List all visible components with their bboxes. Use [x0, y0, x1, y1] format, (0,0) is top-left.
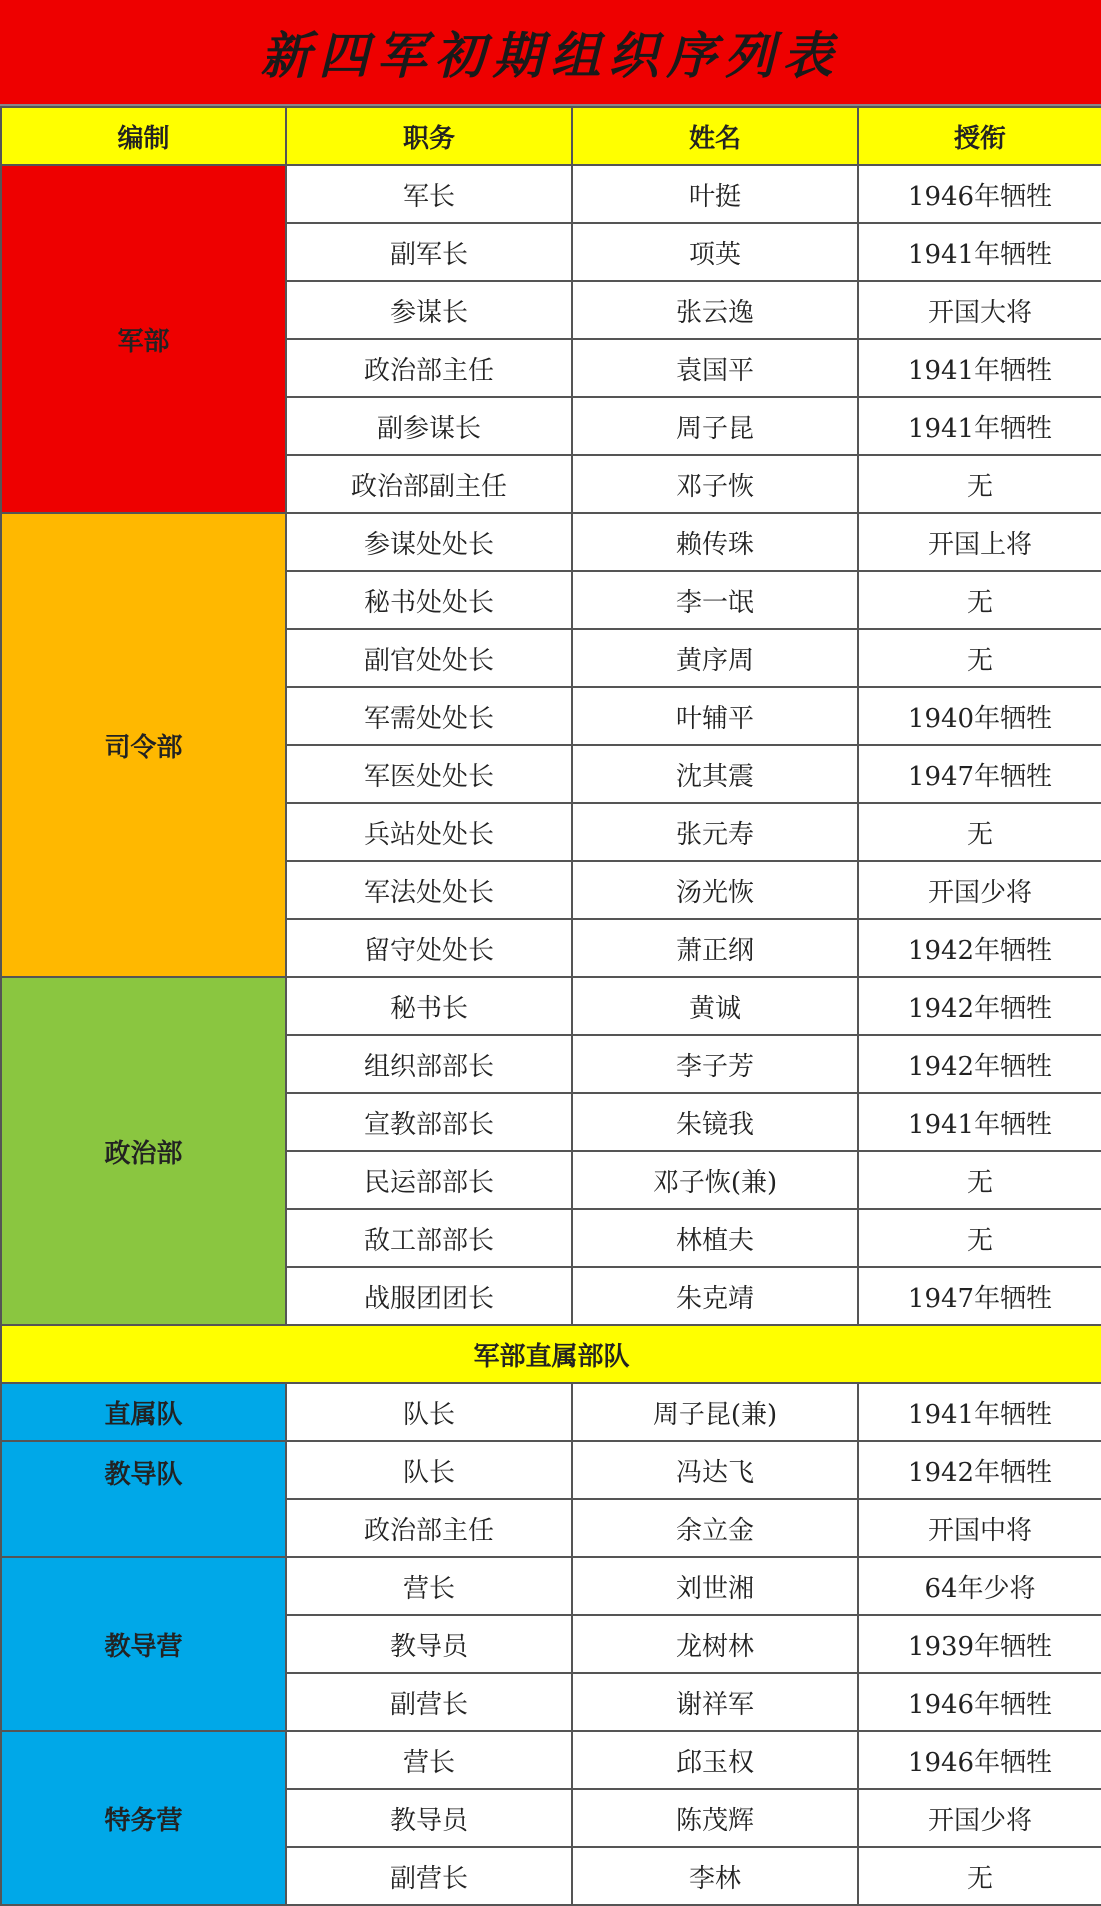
role-cell: 秘书长 [286, 977, 572, 1035]
table-row [1, 513, 1101, 571]
name-cell: 林植夫 [572, 1209, 858, 1267]
unit-silingbu: 司令部 [1, 513, 286, 977]
role-cell: 副营长 [286, 1847, 572, 1905]
rank-cell: 无 [858, 571, 1101, 629]
role-cell: 副官处处长 [286, 629, 572, 687]
header-unit: 编制 [1, 107, 286, 165]
rank-cell: 1946年牺牲 [858, 165, 1101, 223]
name-cell: 袁国平 [572, 339, 858, 397]
rank-cell: 开国大将 [858, 281, 1101, 339]
role-cell: 队长 [286, 1441, 572, 1499]
role-cell: 队长 [286, 1383, 572, 1441]
header-rank: 授衔 [858, 107, 1101, 165]
rank-cell: 1942年牺牲 [858, 1035, 1101, 1093]
role-cell: 副军长 [286, 223, 572, 281]
rank-cell: 1947年牺牲 [858, 1267, 1101, 1325]
name-cell: 朱镜我 [572, 1093, 858, 1151]
rank-cell: 无 [858, 1151, 1101, 1209]
role-cell: 兵站处处长 [286, 803, 572, 861]
unit-junbu: 军部 [1, 165, 286, 513]
title-banner [0, 0, 1101, 106]
name-cell: 邱玉权 [572, 1731, 858, 1789]
name-cell: 叶挺 [572, 165, 858, 223]
org-table [0, 106, 1101, 1906]
name-cell: 项英 [572, 223, 858, 281]
table-header-row [1, 107, 1101, 165]
name-cell: 李一氓 [572, 571, 858, 629]
name-cell: 叶辅平 [572, 687, 858, 745]
role-cell: 副营长 [286, 1673, 572, 1731]
role-cell: 敌工部部长 [286, 1209, 572, 1267]
rank-cell: 1941年牺牲 [858, 397, 1101, 455]
rank-cell: 开国中将 [858, 1499, 1101, 1557]
unit-jiaodaodui [1, 1441, 286, 1557]
unit-jiaodaodui-label: 教导队 [104, 1459, 183, 1490]
name-cell: 萧正纲 [572, 919, 858, 977]
section-label: 军部直属部队 [1, 1325, 1101, 1383]
table-row [1, 1731, 1101, 1789]
name-cell: 刘世湘 [572, 1557, 858, 1615]
rank-cell: 开国少将 [858, 1789, 1101, 1847]
name-cell: 朱克靖 [572, 1267, 858, 1325]
role-cell: 营长 [286, 1557, 572, 1615]
table-row [1, 1441, 1101, 1499]
role-cell: 政治部主任 [286, 339, 572, 397]
rank-cell: 开国少将 [858, 861, 1101, 919]
rank-cell: 1941年牺牲 [858, 1093, 1101, 1151]
rank-cell: 1941年牺牲 [858, 223, 1101, 281]
role-cell: 参谋处处长 [286, 513, 572, 571]
unit-zhengzhibu: 政治部 [1, 977, 286, 1325]
unit-tewuying: 特务营 [1, 1731, 286, 1905]
role-cell: 留守处处长 [286, 919, 572, 977]
role-cell: 战服团团长 [286, 1267, 572, 1325]
header-name: 姓名 [572, 107, 858, 165]
name-cell: 李子芳 [572, 1035, 858, 1093]
role-cell: 营长 [286, 1731, 572, 1789]
rank-cell: 1942年牺牲 [858, 1441, 1101, 1499]
role-cell: 政治部主任 [286, 1499, 572, 1557]
name-cell: 谢祥军 [572, 1673, 858, 1731]
rank-cell: 1947年牺牲 [858, 745, 1101, 803]
name-cell: 周子昆(兼) [572, 1383, 858, 1441]
role-cell: 教导员 [286, 1789, 572, 1847]
rank-cell: 1942年牺牲 [858, 919, 1101, 977]
rank-cell: 无 [858, 629, 1101, 687]
name-cell: 邓子恢(兼) [572, 1151, 858, 1209]
rank-cell: 开国上将 [858, 513, 1101, 571]
role-cell: 民运部部长 [286, 1151, 572, 1209]
name-cell: 陈茂辉 [572, 1789, 858, 1847]
name-cell: 冯达飞 [572, 1441, 858, 1499]
role-cell: 副参谋长 [286, 397, 572, 455]
rank-cell: 无 [858, 1209, 1101, 1267]
role-cell: 秘书处处长 [286, 571, 572, 629]
role-cell: 政治部副主任 [286, 455, 572, 513]
rank-cell: 1941年牺牲 [858, 1383, 1101, 1441]
rank-cell: 1942年牺牲 [858, 977, 1101, 1035]
name-cell: 黄诚 [572, 977, 858, 1035]
table-row [1, 165, 1101, 223]
table-row [1, 1383, 1101, 1441]
role-cell: 参谋长 [286, 281, 572, 339]
rank-cell: 无 [858, 803, 1101, 861]
header-role: 职务 [286, 107, 572, 165]
rank-cell: 无 [858, 1847, 1101, 1905]
unit-zhishudui: 直属队 [1, 1383, 286, 1441]
name-cell: 张元寿 [572, 803, 858, 861]
role-cell: 军医处处长 [286, 745, 572, 803]
role-cell: 教导员 [286, 1615, 572, 1673]
name-cell: 张云逸 [572, 281, 858, 339]
section-header-row [1, 1325, 1101, 1383]
name-cell: 李林 [572, 1847, 858, 1905]
role-cell: 组织部部长 [286, 1035, 572, 1093]
name-cell: 汤光恢 [572, 861, 858, 919]
rank-cell: 64年少将 [858, 1557, 1101, 1615]
role-cell: 军长 [286, 165, 572, 223]
rank-cell: 1946年牺牲 [858, 1673, 1101, 1731]
name-cell: 赖传珠 [572, 513, 858, 571]
name-cell: 沈其震 [572, 745, 858, 803]
name-cell: 周子昆 [572, 397, 858, 455]
role-cell: 军法处处长 [286, 861, 572, 919]
name-cell: 龙树林 [572, 1615, 858, 1673]
rank-cell: 1941年牺牲 [858, 339, 1101, 397]
name-cell: 邓子恢 [572, 455, 858, 513]
name-cell: 黄序周 [572, 629, 858, 687]
table-row [1, 977, 1101, 1035]
rank-cell: 1940年牺牲 [858, 687, 1101, 745]
unit-jiaodaoying: 教导营 [1, 1557, 286, 1731]
rank-cell: 1939年牺牲 [858, 1615, 1101, 1673]
name-cell: 余立金 [572, 1499, 858, 1557]
page-title: 新四军初期组织序列表 [260, 26, 841, 85]
role-cell: 军需处处长 [286, 687, 572, 745]
rank-cell: 无 [858, 455, 1101, 513]
rank-cell: 1946年牺牲 [858, 1731, 1101, 1789]
role-cell: 宣教部部长 [286, 1093, 572, 1151]
table-row [1, 1557, 1101, 1615]
